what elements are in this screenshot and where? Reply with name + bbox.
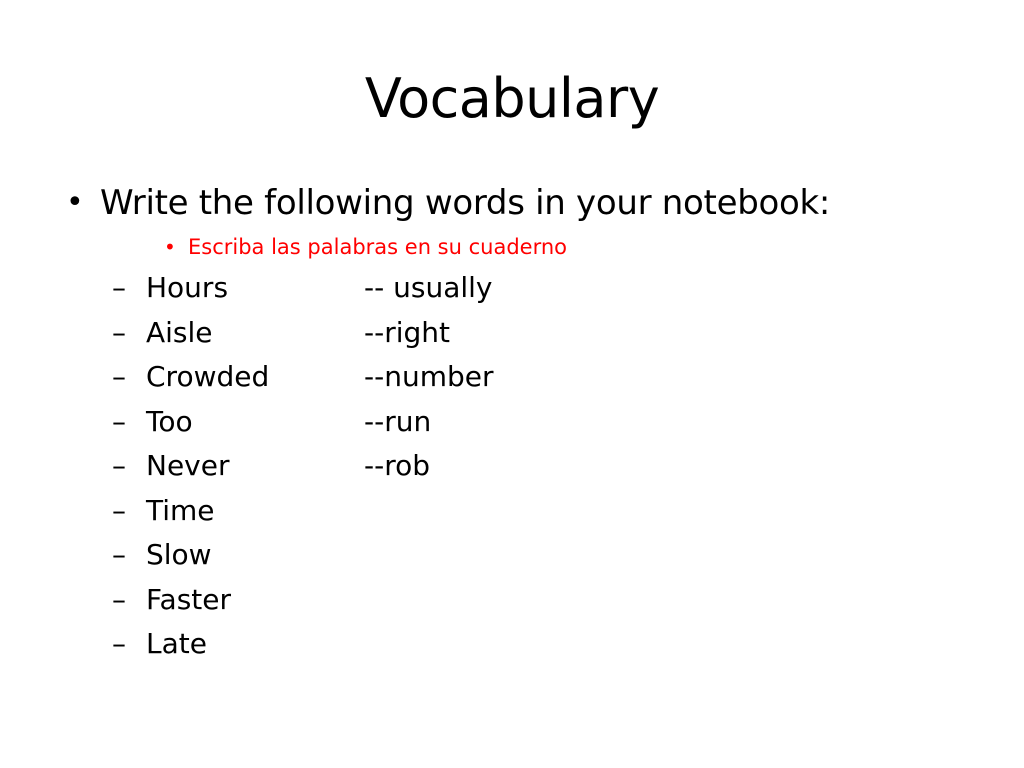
vocabulary-word: Slow [146,538,212,571]
dash-icon: – [112,538,126,571]
vocabulary-word: Never [146,449,230,482]
bullet-icon: • [164,235,176,259]
vocabulary-word-secondary: --run [364,404,432,438]
dash-icon: – [112,315,126,349]
vocabulary-word: Too [146,404,193,438]
dash-icon: – [112,627,126,660]
dash-icon: – [112,404,126,438]
vocabulary-word: Faster [146,582,231,616]
dash-icon: – [112,493,126,527]
vocabulary-row [112,311,812,356]
vocabulary-word-secondary: -- usually [364,271,493,304]
sub-bullet-text: Escriba las palabras en su cuaderno [188,235,567,259]
sub-bullet [164,230,567,264]
vocabulary-row [112,622,812,667]
vocabulary-row [112,444,812,489]
vocabulary-row [112,578,812,623]
bullet-icon: • [66,185,84,220]
dash-icon: – [112,582,126,616]
dash-icon: – [112,271,126,304]
vocabulary-word: Crowded [146,360,270,393]
vocabulary-word-secondary: --number [364,360,494,393]
vocabulary-row [112,266,812,311]
vocabulary-row [112,489,812,534]
vocabulary-row [112,400,812,445]
dash-icon: – [112,449,126,482]
main-bullet [66,180,830,226]
dash-icon: – [112,360,126,393]
main-bullet-text: Write the following words in your notebook: [100,183,831,223]
vocabulary-word: Time [146,493,215,527]
vocabulary-word: Aisle [146,315,213,349]
slide-title: Vocabulary [364,67,660,130]
vocabulary-word-secondary: --rob [364,449,431,482]
vocabulary-word: Late [146,627,207,660]
vocabulary-list [112,266,812,667]
vocabulary-word: Hours [146,271,229,304]
vocabulary-row [112,533,812,578]
vocabulary-word-secondary: --right [364,315,450,349]
vocabulary-row [112,355,812,400]
